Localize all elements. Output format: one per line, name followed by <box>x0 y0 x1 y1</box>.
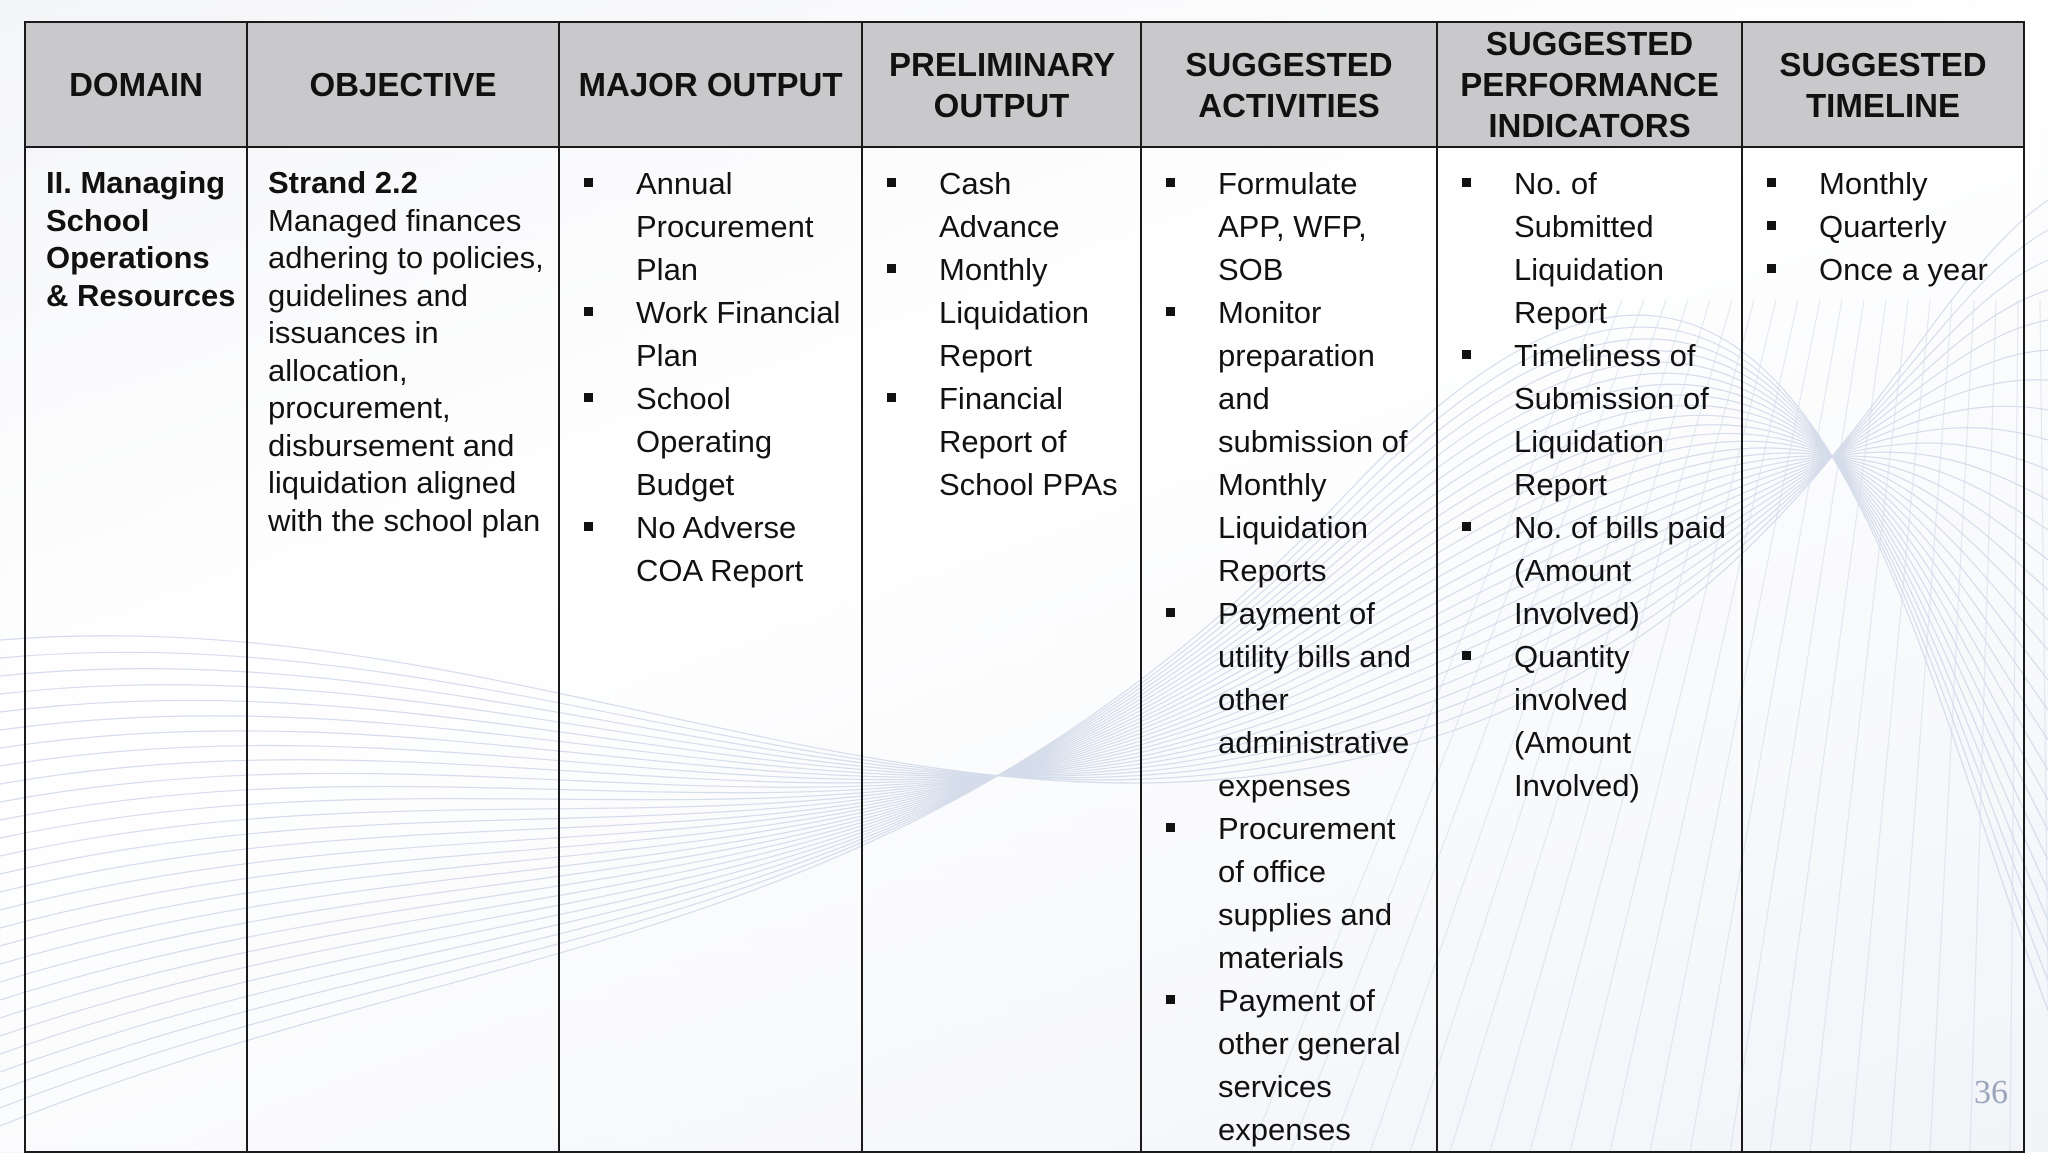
header-performance-indicators: SUGGESTED PERFORMANCE INDICATORS <box>1437 22 1742 147</box>
suggested-timeline-list <box>1763 162 2013 291</box>
list-item: Procurement of office supplies and materials <box>1162 807 1426 979</box>
list-item: Monitor preparation and submission of Monthly Liquidation Reports <box>1162 291 1426 592</box>
header-major-output: MAJOR OUTPUT <box>559 22 862 147</box>
list-item: No. of Submitted Liquidation Report <box>1458 162 1731 334</box>
list-item: Annual Procurement Plan <box>580 162 851 291</box>
list-item: Quarterly <box>1763 205 2013 248</box>
list-item: Monthly Liquidation Report <box>883 248 1130 377</box>
list-item: No Adverse COA Report <box>580 506 851 592</box>
cell-suggested-activities <box>1141 147 1437 1152</box>
list-item: Once a year <box>1763 248 2013 291</box>
table-row <box>25 147 2024 1152</box>
objective-body: Managed finances adhering to policies, guidelines and issuances in allocation, procurement, disbursement and liquidation aligned with the school plan <box>268 202 544 538</box>
cell-suggested-timeline <box>1742 147 2024 1152</box>
header-objective: OBJECTIVE <box>247 22 559 147</box>
list-item: Formulate APP, WFP, SOB <box>1162 162 1426 291</box>
list-item: Timeliness of Submission of Liquidation Report <box>1458 334 1731 506</box>
major-output-list <box>580 162 851 592</box>
cell-major-output <box>559 147 862 1152</box>
header-domain: DOMAIN <box>25 22 247 147</box>
list-item: Payment of other general services expenses <box>1162 979 1426 1151</box>
list-item: Work Financial Plan <box>580 291 851 377</box>
objective-title: Strand 2.2 <box>268 165 418 200</box>
table-header-row <box>25 22 2024 147</box>
suggested-activities-list <box>1162 162 1426 1151</box>
preliminary-output-list <box>883 162 1130 506</box>
header-preliminary-output: PRELIMINARY OUTPUT <box>862 22 1141 147</box>
list-item: Financial Report of School PPAs <box>883 377 1130 506</box>
cell-preliminary-output <box>862 147 1141 1152</box>
cell-domain <box>25 147 247 1152</box>
header-suggested-timeline: SUGGESTED TIMELINE <box>1742 22 2024 147</box>
background-wave-line <box>2040 300 2048 1152</box>
planning-table <box>24 21 2025 1153</box>
list-item: School Operating Budget <box>580 377 851 506</box>
header-suggested-activities: SUGGESTED ACTIVITIES <box>1141 22 1437 147</box>
domain-text: II. Managing School Operations & Resources <box>46 165 236 313</box>
list-item: Monthly <box>1763 162 2013 205</box>
list-item: Payment of utility bills and other administrative expenses <box>1162 592 1426 807</box>
list-item: Quantity involved (Amount Involved) <box>1458 635 1731 807</box>
list-item: No. of bills paid (Amount Involved) <box>1458 506 1731 635</box>
performance-indicators-list <box>1458 162 1731 807</box>
cell-objective <box>247 147 559 1152</box>
page-number: 36 <box>1974 1074 2008 1111</box>
cell-performance-indicators <box>1437 147 1742 1152</box>
list-item: Cash Advance <box>883 162 1130 248</box>
